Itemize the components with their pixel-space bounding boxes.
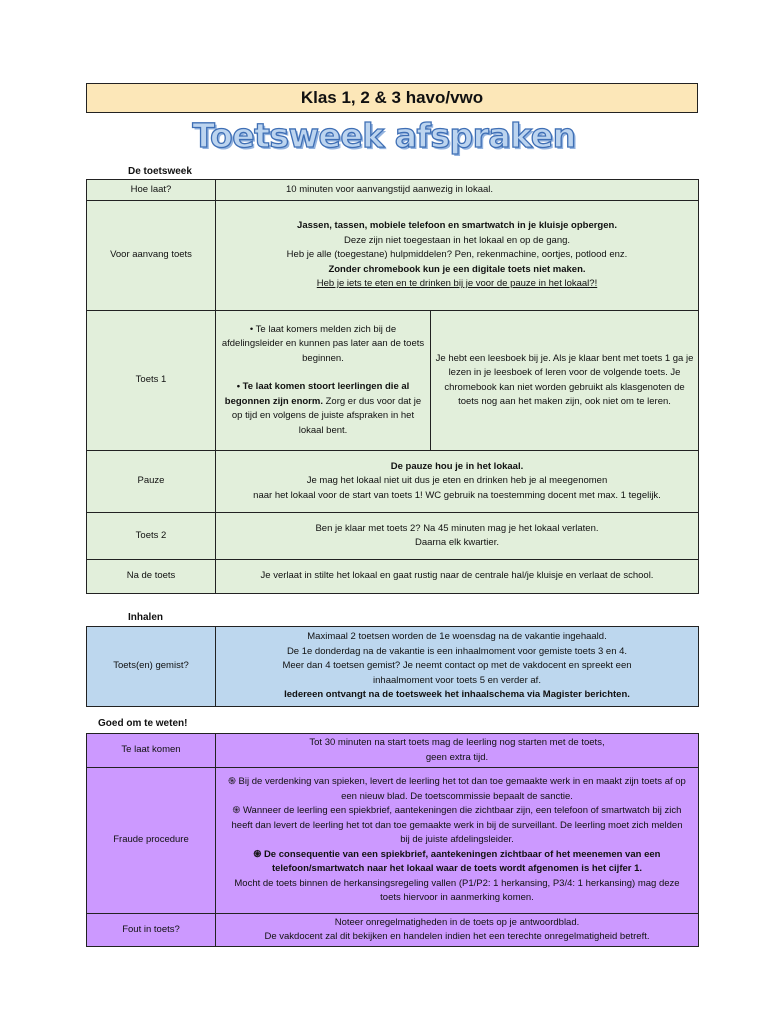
text-bullet: [221, 380, 425, 438]
row-toets-2: [87, 513, 699, 560]
row-content: [216, 451, 699, 513]
row-toetsen-gemist: [87, 627, 699, 707]
section-label-goed-om-te-weten: Goed om te weten!: [98, 718, 188, 729]
row-label: Te laat komen: [87, 734, 216, 768]
row-pauze: [87, 451, 699, 513]
row-content: [216, 914, 699, 947]
class-title: Klas 1, 2 & 3 havo/vwo: [86, 83, 698, 113]
text-rest: Zorg er dus voor dat je op tijd en volgens de juiste afspraken in het lokaal bent.: [231, 395, 422, 436]
text-para: ֍ Wanneer de leerling een spiekbrief, aantekeningen die zichtbaar zijn, een telefoon of smartwatch bij zich heeft dan levert de leerling het tot dan toe gemaakte werk in bij de surveillant. De leerling moet zich melden bij de juiste afdelingsleider.: [231, 805, 683, 846]
row-toets-1: [87, 311, 699, 451]
row-label: Fraude procedure: [87, 768, 216, 914]
text-line: Maximaal 2 toetsen worden de 1e woensdag na de vakantie ingehaald.: [307, 631, 607, 643]
text-para: ֍ Bij de verdenking van spieken, levert de leerling het tot dan toe gemaakte werk in en maakt zijn toets af op een nieuw blad. De toetscommissie bepaalt de sanctie.: [228, 776, 686, 802]
text-line: De pauze hou je in het lokaal.: [390, 460, 524, 472]
row-content: [216, 201, 699, 311]
text-para: ֍ De consequentie van een spiekbrief, aantekeningen zichtbaar of het meenemen van een telefoon/smartwatch naar het lokaal waar de toets wordt afgenomen is het cijfer 1.: [253, 848, 661, 875]
row-content: Je verlaat in stilte het lokaal en gaat rustig naar de centrale hal/je kluisje en verlaat de school.: [216, 560, 699, 594]
row-na-de-toets: [87, 560, 699, 594]
goed-om-te-weten-table: [86, 733, 699, 947]
text-para: Mocht de toets binnen de herkansingsregeling vallen (P1/P2: 1 herkansing, P3/4: 1 herkansing) mag deze toets hiervoor in aanmerking komen.: [234, 877, 680, 904]
section-label-inhalen: Inhalen: [128, 612, 164, 623]
row-label: Fout in toets?: [87, 914, 216, 947]
row-label: Pauze: [87, 451, 216, 513]
text-line: Tot 30 minuten na start toets mag de leerling nog starten met de toets,: [309, 737, 605, 748]
toetsweek-table: [86, 179, 699, 594]
text-line: geen extra tijd.: [425, 751, 489, 763]
text-line: Jassen, tassen, mobiele telefoon en smartwatch in je kluisje opbergen.: [297, 220, 617, 232]
text-line: Meer dan 4 toetsen gemist? Je neemt contact op met de vakdocent en spreekt een: [282, 660, 632, 672]
toets1-right-content: Je hebt een leesboek bij je. Als je klaar bent met toets 1 ga je lezen in je leesboek of leren voor de volgende toets. Je chromebook kan niet worden gebruikt als klasgenoten de toets nog aan het maken zijn, ook niet om te leren.: [431, 311, 699, 451]
text-line: naar het lokaal voor de start van toets 1! WC gebruik na toestemming docent met max. 1 tegelijk.: [253, 489, 661, 501]
text-line: Noteer onregelmatigheden in de toets op je antwoordblad.: [334, 916, 580, 928]
row-fraude-procedure: [87, 768, 699, 914]
text-line: Heb je iets te eten en te drinken bij je voor de pauze in het lokaal?!: [316, 278, 598, 290]
text-line: Je mag het lokaal niet uit dus je eten en drinken heb je al meegenomen: [306, 475, 608, 487]
text-line: Zonder chromebook kun je een digitale toets niet maken.: [328, 263, 586, 275]
text-line: De 1e donderdag na de vakantie is een inhaalmoment voor gemiste toets 3 en 4.: [286, 645, 628, 657]
row-content: [216, 734, 699, 768]
text-bold: • Te laat komen stoort leerlingen die al begonnen zijn enorm.: [224, 381, 410, 407]
inhalen-table: [86, 626, 699, 707]
text-line: Daarna elk kwartier.: [415, 537, 499, 548]
text-line: Deze zijn niet toegestaan in het lokaal en op de gang.: [343, 234, 571, 246]
row-label: Hoe laat?: [87, 180, 216, 201]
toets1-left-content: [216, 311, 431, 451]
row-label: Toets 2: [87, 513, 216, 560]
row-fout-in-toets: [87, 914, 699, 947]
banner-title: Toetsweek afspraken: [192, 116, 576, 155]
row-content: [216, 513, 699, 560]
text-line: Ben je klaar met toets 2? Na 45 minuten mag je het lokaal verlaten.: [315, 522, 599, 534]
text-line: Iedereen ontvangt na de toetsweek het inhaalschema via Magister berichten.: [284, 689, 630, 701]
text-bullet: • Te laat komers melden zich bij de afdelingsleider en kunnen pas later aan de toets beginnen.: [221, 323, 425, 364]
row-content: [216, 627, 699, 707]
row-content: 10 minuten voor aanvangstijd aanwezig in lokaal.: [216, 180, 699, 201]
row-voor-aanvang: [87, 201, 699, 311]
text-line: inhaalmoment voor toets 5 en verder af.: [373, 674, 541, 686]
row-content: [216, 768, 699, 914]
row-label: Toets 1: [87, 311, 216, 451]
section-label-toetsweek: De toetsweek: [128, 166, 192, 177]
text-line: Heb je alle (toegestane) hulpmiddelen? Pen, rekenmachine, oortjes, potlood enz.: [286, 249, 628, 261]
row-label: Toets(en) gemist?: [87, 627, 216, 707]
row-label: Na de toets: [87, 560, 216, 594]
row-hoe-laat: [87, 180, 699, 201]
row-te-laat-komen: [87, 734, 699, 768]
row-label: Voor aanvang toets: [87, 201, 216, 311]
text-line: De vakdocent zal dit bekijken en handelen indien het een terechte onregelmatigheid betreft.: [264, 931, 650, 942]
